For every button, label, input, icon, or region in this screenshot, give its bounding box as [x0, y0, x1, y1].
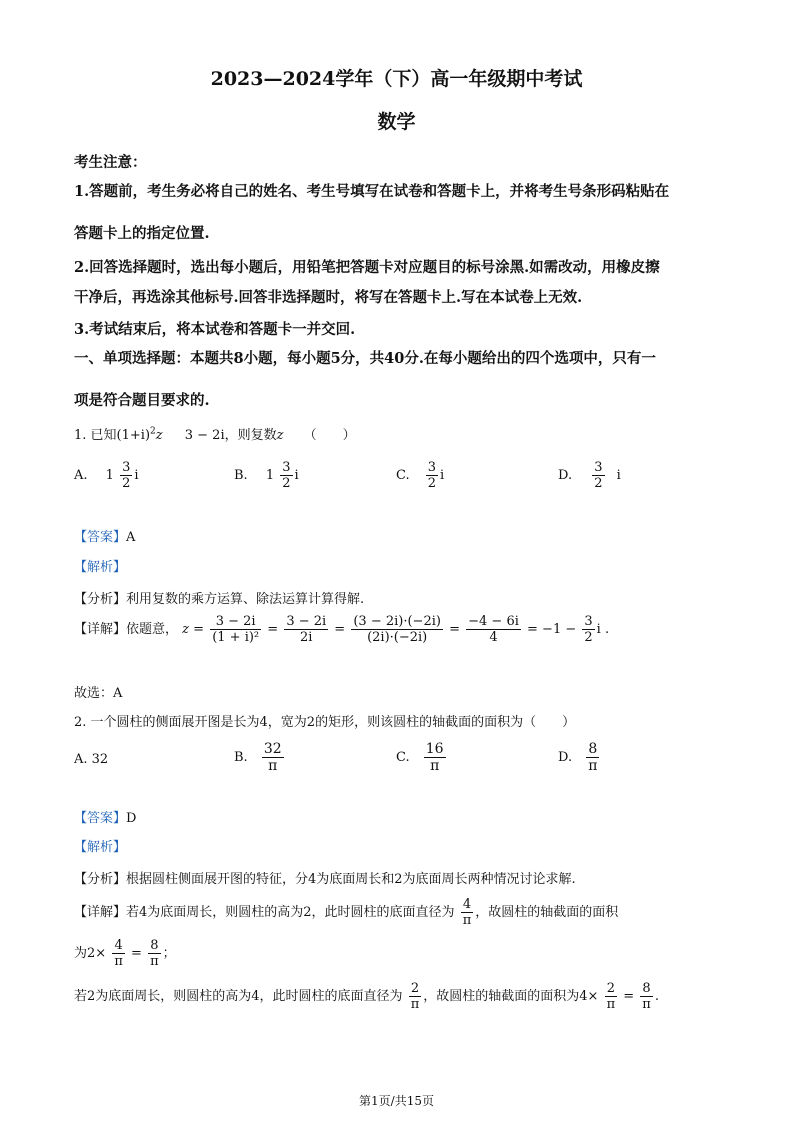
q1-expr-left: (1+i): [116, 428, 151, 443]
section-1-line-2: 项是符合题目要求的.: [74, 392, 210, 409]
q1-answer: [74, 526, 135, 545]
q1-xiangjie-tag: 【详解】: [74, 622, 127, 637]
notice-heading: 考生注意：: [74, 154, 147, 171]
q2-option-c: C. $\frac{16}{\pi}$: [396, 741, 444, 774]
q2-xiangjie-line-2: 为2× $\frac{4}{\pi}$ = $\frac{8}{\pi}$ ；: [74, 938, 176, 969]
q2-x3-fraction: $\frac{2}{\pi}$: [410, 981, 420, 1012]
q1-z-eq: z =: [182, 622, 205, 637]
q2-x1-fraction: $\frac{4}{\pi}$: [462, 897, 472, 928]
page-footer: 第1页/共15页: [359, 1094, 434, 1108]
q1-result-pre: −1 −: [542, 622, 577, 637]
q1-suffix: ，则复数: [224, 428, 277, 443]
q1-option-a-label: A.: [74, 468, 88, 483]
q1-fenxi: 【分析】利用复数的乘方运算、除法运算计算得解.: [74, 592, 365, 607]
q2-x2-fraction-1: $\frac{4}{\pi}$: [114, 938, 123, 969]
q2-x3-fraction-2: $\frac{2}{\pi}$: [606, 981, 616, 1012]
q2-xiangjie-line-1: 【详解】若4为底面周长，则圆柱的高为2，此时圆柱的底面直径为 $\frac{4}{\pi}$ ，故圆柱的轴截面的面积: [74, 897, 619, 928]
q1-stem: [74, 424, 356, 443]
q2-answer: 【答案】D: [74, 811, 137, 826]
q2-option-c-fraction: $\frac{16}{\pi}$: [425, 741, 444, 774]
section-1-line-1: 一、单项选择题：本题共8小题，每小题5分，共40分.在每小题给出的四个选项中，只有一: [74, 350, 656, 367]
q1-result-frac: $\frac{3}{2}$: [584, 614, 593, 645]
q1-prefix: 1. 已知: [74, 428, 117, 443]
q2-analysis-tag: 【解析】: [74, 840, 127, 855]
q1-option-a-i: i: [134, 468, 139, 483]
q1-frac-2: $\frac{3 - 2i}{2i}$: [286, 614, 327, 645]
notice-item-3: 3.考试结束后，将本试卷和答题卡一并交回.: [74, 321, 356, 338]
q2-option-a: A. 32: [74, 752, 109, 767]
q2-option-d: D. $\frac{8}{\pi}$: [558, 741, 598, 774]
q1-paren: （ ）: [303, 428, 356, 443]
q2-option-b-fraction: $\frac{32}{\pi}$: [263, 741, 282, 774]
q2-x3-fraction-3: $\frac{8}{\pi}$: [642, 981, 651, 1012]
q1-option-b-label: B.: [234, 468, 248, 483]
q2-option-d-fraction: $\frac{8}{\pi}$: [588, 741, 598, 774]
q1-option-d-i: i: [616, 468, 621, 483]
q2-option-b: B. $\frac{32}{\pi}$: [234, 741, 282, 774]
q1-frac-3: $\frac{(3 - 2i)\cdot(-2i)}{(2i)\cdot(-2i)}$: [353, 614, 441, 645]
q1-option-b-i: i: [294, 468, 299, 483]
q1-answer-value: A: [126, 530, 136, 545]
subject-title: 数学: [377, 111, 416, 133]
q1-analysis-tag: 【解析】: [74, 560, 127, 575]
q1-option-c: [396, 460, 444, 491]
notice-item-2-line-1: 2.回答选择题时，选出每小题后，用铅笔把答题卡对应题目的标号涂黑.如需改动，用橡皮擦: [74, 259, 660, 276]
q2-fenxi: 【分析】根据圆柱侧面展开图的特征，分4为底面周长和2为底面周长两种情况讨论求解.: [74, 872, 576, 887]
q1-option-c-label: C.: [396, 468, 410, 483]
q1-option-c-fraction: $\frac{3}{2}$: [427, 460, 437, 491]
q1-answer-tag: 【答案】: [74, 530, 127, 545]
q1-option-c-i: i: [440, 468, 445, 483]
q1-option-d: [558, 460, 621, 491]
q1-option-d-label: D.: [558, 468, 573, 483]
q1-option-a: [74, 460, 139, 491]
page-title: 2023—2024学年（下）高一年级期中考试: [210, 68, 583, 90]
q2-x2-fraction-2: $\frac{8}{\pi}$: [150, 938, 159, 969]
q1-xiangjie: 【详解】依题意， z = $\frac{3 - 2i}{\text{(1 + i)²}}$ = $\frac{3 - 2i}{2i}$ = $\frac{(3 - 2i)\cdot(-2i)}{(2i)\cdot(-2i)}$ = $\frac{-4 - 6i}{4}$ = −1 − $\frac{3}{2}$ i .: [74, 614, 610, 645]
q1-choose: 故选：A: [74, 686, 123, 701]
q1-option-b-pre: 1: [265, 468, 275, 483]
q1-xiangjie-pre: 依题意，: [126, 622, 179, 637]
q1-option-d-fraction: $\frac{3}{2}$: [594, 460, 603, 491]
q1-expr-right: 3 − 2i: [184, 428, 225, 443]
q1-option-b-fraction: $\frac{3}{2}$: [282, 460, 291, 491]
q1-option-a-pre: 1: [105, 468, 114, 483]
q1-var-z: z: [155, 428, 163, 443]
notice-item-1-line-2: 答题卡上的指定位置.: [74, 225, 210, 242]
q1-option-b: [234, 460, 299, 491]
q2-stem: 2. 一个圆柱的侧面展开图是长为4，宽为2的矩形，则该圆柱的轴截面的面积为（ ）: [74, 715, 576, 730]
q1-frac-4: $\frac{-4 - 6i}{4}$: [468, 614, 519, 645]
q1-result-post: i .: [596, 622, 610, 637]
q1-frac-1: $\frac{3 - 2i}{\text{(1 + i)²}}$: [212, 614, 260, 645]
notice-item-2-line-2: 干净后，再选涂其他标号.回答非选择题时，将写在答题卡上.写在本试卷上无效.: [74, 289, 583, 306]
q1-option-a-fraction: $\frac{3}{2}$: [122, 460, 131, 491]
q2-xiangjie-line-3: 若2为底面周长，则圆柱的高为4，此时圆柱的底面直径为 $\frac{2}{\pi}$ ，故圆柱的轴截面的面积为4× $\frac{2}{\pi}$ = $\frac{8}{\pi}$ .: [74, 981, 659, 1012]
q1-var-z2: z: [276, 428, 284, 443]
q1-exponent: 2: [150, 426, 156, 437]
notice-item-1-line-1: 1.答题前，考生务必将自己的姓名、考生号填写在试卷和答题卡上，并将考生号条形码粘贴在: [74, 183, 670, 200]
